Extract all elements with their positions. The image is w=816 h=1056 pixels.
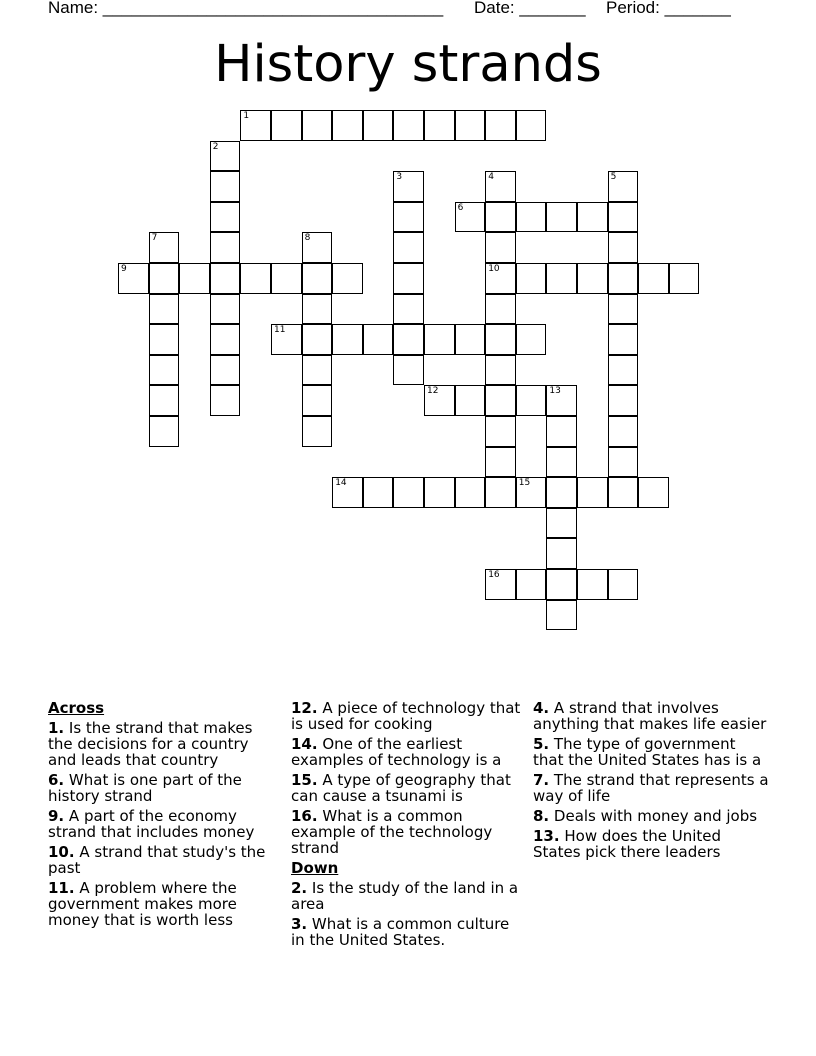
grid-cell[interactable] bbox=[608, 569, 639, 600]
grid-cell[interactable] bbox=[577, 202, 608, 233]
clues-column-3 bbox=[533, 700, 769, 864]
date-field-label[interactable]: Date: _______ bbox=[474, 0, 586, 17]
clue-down-7: 7. The strand that represents a way of life bbox=[533, 771, 769, 805]
grid-cell[interactable] bbox=[210, 324, 241, 355]
clue-number: 14 bbox=[335, 478, 347, 489]
grid-cell[interactable] bbox=[240, 263, 271, 294]
grid-cell[interactable] bbox=[455, 477, 486, 508]
grid-cell[interactable] bbox=[271, 324, 302, 355]
grid-cell[interactable] bbox=[424, 110, 455, 141]
grid-cell[interactable] bbox=[455, 385, 486, 416]
grid-cell[interactable] bbox=[302, 232, 333, 263]
grid-cell[interactable] bbox=[546, 600, 577, 631]
clue-across-10: 10. A strand that study's the past bbox=[48, 843, 266, 877]
clue-number: 10 bbox=[488, 264, 500, 274]
grid-cell[interactable] bbox=[302, 355, 333, 386]
clue-across-15: 15. A type of geography that can cause a tsunami is bbox=[291, 771, 511, 805]
grid-cell[interactable] bbox=[485, 171, 516, 202]
grid-cell[interactable] bbox=[149, 263, 180, 294]
clue-number: 1 bbox=[243, 111, 250, 121]
grid-cell[interactable] bbox=[149, 324, 180, 355]
grid-cell[interactable] bbox=[485, 324, 516, 355]
grid-cell[interactable] bbox=[608, 355, 639, 386]
grid-cell[interactable] bbox=[485, 416, 516, 447]
grid-cell[interactable] bbox=[149, 232, 180, 263]
grid-cell[interactable] bbox=[149, 416, 180, 447]
grid-cell[interactable] bbox=[332, 263, 363, 294]
grid-cell[interactable] bbox=[393, 324, 424, 355]
grid-cell[interactable] bbox=[546, 447, 577, 478]
grid-cell[interactable] bbox=[302, 110, 333, 141]
grid-cell[interactable] bbox=[210, 232, 241, 263]
grid-cell[interactable] bbox=[302, 416, 333, 447]
clue-down-3: 3. What is a common culture in the United States. bbox=[291, 915, 510, 949]
grid-cell[interactable] bbox=[393, 355, 424, 386]
clue-across-12: 12. A piece of technology that is used for cooking bbox=[291, 699, 521, 733]
grid-cell[interactable] bbox=[516, 477, 547, 508]
clue-number: 9 bbox=[121, 264, 127, 274]
grid-cell[interactable] bbox=[363, 324, 394, 355]
grid-cell[interactable] bbox=[608, 202, 639, 233]
grid-cell[interactable] bbox=[608, 294, 639, 325]
grid-cell[interactable] bbox=[210, 202, 241, 233]
grid-cell[interactable] bbox=[424, 324, 455, 355]
grid-cell[interactable] bbox=[608, 416, 639, 447]
grid-cell[interactable] bbox=[485, 447, 516, 478]
grid-cell[interactable] bbox=[332, 324, 363, 355]
clue-number: 2 bbox=[212, 141, 219, 152]
clue-down-5: 5. The type of government that the United States has is a bbox=[533, 735, 762, 769]
grid-cell[interactable] bbox=[516, 324, 547, 355]
period-field-label[interactable]: Period: _______ bbox=[606, 0, 731, 17]
grid-cell[interactable] bbox=[669, 263, 700, 294]
grid-cell[interactable] bbox=[302, 294, 333, 325]
grid-cell[interactable] bbox=[210, 141, 241, 172]
clue-across-16: 16. What is a common example of the technology strand bbox=[291, 807, 493, 857]
grid-cell[interactable] bbox=[393, 110, 424, 141]
grid-cell[interactable] bbox=[608, 171, 639, 202]
grid-cell[interactable] bbox=[118, 263, 149, 294]
grid-cell[interactable] bbox=[363, 477, 394, 508]
puzzle-title: History strands bbox=[214, 35, 602, 94]
grid-cell[interactable] bbox=[608, 447, 639, 478]
clue-number: 15 bbox=[518, 478, 531, 489]
grid-cell[interactable] bbox=[608, 324, 639, 355]
grid-cell[interactable] bbox=[149, 294, 180, 325]
grid-cell[interactable] bbox=[485, 355, 516, 386]
grid-cell[interactable] bbox=[210, 171, 241, 202]
clue-number: 7 bbox=[151, 233, 158, 244]
grid-cell[interactable] bbox=[516, 263, 547, 294]
grid-cell[interactable] bbox=[271, 263, 302, 294]
grid-cell[interactable] bbox=[485, 232, 516, 263]
clues-column-1 bbox=[48, 700, 280, 932]
grid-cell[interactable] bbox=[485, 385, 516, 416]
grid-cell[interactable] bbox=[608, 263, 639, 294]
clue-down-8: 8. Deals with money and jobs bbox=[533, 807, 758, 825]
grid-cell[interactable] bbox=[179, 263, 210, 294]
grid-cell[interactable] bbox=[577, 477, 608, 508]
clues-column-2 bbox=[291, 700, 525, 952]
clue-number: 13 bbox=[549, 386, 561, 397]
clue-number: 11 bbox=[274, 325, 286, 336]
grid-cell[interactable] bbox=[546, 538, 577, 569]
clue-across-11: 11. A problem where the government makes more money that is worth less bbox=[48, 879, 237, 929]
grid-cell[interactable] bbox=[485, 263, 516, 294]
grid-cell[interactable] bbox=[485, 477, 516, 508]
grid-cell[interactable] bbox=[485, 569, 516, 600]
grid-cell[interactable] bbox=[424, 385, 455, 416]
clue-number: 8 bbox=[304, 233, 311, 244]
grid-cell[interactable] bbox=[332, 110, 363, 141]
grid-cell[interactable] bbox=[393, 294, 424, 325]
grid-cell[interactable] bbox=[485, 110, 516, 141]
grid-cell[interactable] bbox=[393, 232, 424, 263]
grid-cell[interactable] bbox=[393, 477, 424, 508]
grid-cell[interactable] bbox=[516, 110, 547, 141]
grid-cell[interactable] bbox=[516, 569, 547, 600]
grid-cell[interactable] bbox=[455, 324, 486, 355]
clue-down-4: 4. A strand that involves anything that makes life easier bbox=[533, 699, 767, 733]
grid-cell[interactable] bbox=[149, 355, 180, 386]
down-heading: Down bbox=[291, 859, 339, 877]
clue-across-14: 14. One of the earliest examples of technology is a bbox=[291, 735, 502, 769]
clue-across-1: 1. Is the strand that makes the decisions for a country and leads that country bbox=[48, 719, 253, 769]
grid-cell[interactable] bbox=[577, 569, 608, 600]
grid-cell[interactable] bbox=[240, 110, 271, 141]
clue-number: 5 bbox=[610, 172, 617, 183]
grid-cell[interactable] bbox=[363, 110, 394, 141]
grid-cell[interactable] bbox=[302, 385, 333, 416]
clue-number: 16 bbox=[488, 570, 500, 580]
grid-cell[interactable] bbox=[546, 416, 577, 447]
grid-cell[interactable] bbox=[149, 385, 180, 416]
clue-across-6: 6. What is one part of the history strand bbox=[48, 771, 242, 805]
grid-cell[interactable] bbox=[485, 202, 516, 233]
grid-cell[interactable] bbox=[455, 110, 486, 141]
grid-cell[interactable] bbox=[546, 569, 577, 600]
grid-cell[interactable] bbox=[210, 263, 241, 294]
grid-cell[interactable] bbox=[608, 232, 639, 263]
grid-cell[interactable] bbox=[577, 263, 608, 294]
clue-number: 3 bbox=[396, 172, 403, 183]
grid-cell[interactable] bbox=[546, 477, 577, 508]
clue-number: 12 bbox=[427, 386, 439, 397]
grid-cell[interactable] bbox=[210, 355, 241, 386]
grid-cell[interactable] bbox=[546, 263, 577, 294]
grid-cell[interactable] bbox=[271, 110, 302, 141]
clue-number: 4 bbox=[488, 172, 494, 183]
grid-cell[interactable] bbox=[393, 263, 424, 294]
grid-cell[interactable] bbox=[638, 263, 669, 294]
grid-cell[interactable] bbox=[393, 171, 424, 202]
grid-cell[interactable] bbox=[638, 477, 669, 508]
grid-cell[interactable] bbox=[608, 385, 639, 416]
grid-cell[interactable] bbox=[302, 263, 333, 294]
grid-cell[interactable] bbox=[485, 294, 516, 325]
grid-cell[interactable] bbox=[608, 477, 639, 508]
grid-cell[interactable] bbox=[424, 477, 455, 508]
across-heading: Across bbox=[48, 699, 105, 717]
clue-down-13: 13. How does the United States pick there leaders bbox=[533, 827, 722, 861]
grid-cell[interactable] bbox=[393, 202, 424, 233]
grid-cell[interactable] bbox=[210, 385, 241, 416]
clue-number: 6 bbox=[457, 202, 464, 213]
clue-down-2: 2. Is the study of the land in a area bbox=[291, 879, 519, 913]
grid-cell[interactable] bbox=[546, 508, 577, 539]
grid-cell[interactable] bbox=[546, 385, 577, 416]
clue-across-9: 9. A part of the economy strand that includes money bbox=[48, 807, 255, 841]
grid-cell[interactable] bbox=[210, 294, 241, 325]
grid-cell[interactable] bbox=[332, 477, 363, 508]
grid-cell[interactable] bbox=[302, 324, 333, 355]
grid-cell[interactable] bbox=[546, 202, 577, 233]
grid-cell[interactable] bbox=[455, 202, 486, 233]
grid-cell[interactable] bbox=[516, 385, 547, 416]
grid-cell[interactable] bbox=[516, 202, 547, 233]
name-field-label[interactable]: Name: ____________________________________ bbox=[48, 0, 444, 17]
